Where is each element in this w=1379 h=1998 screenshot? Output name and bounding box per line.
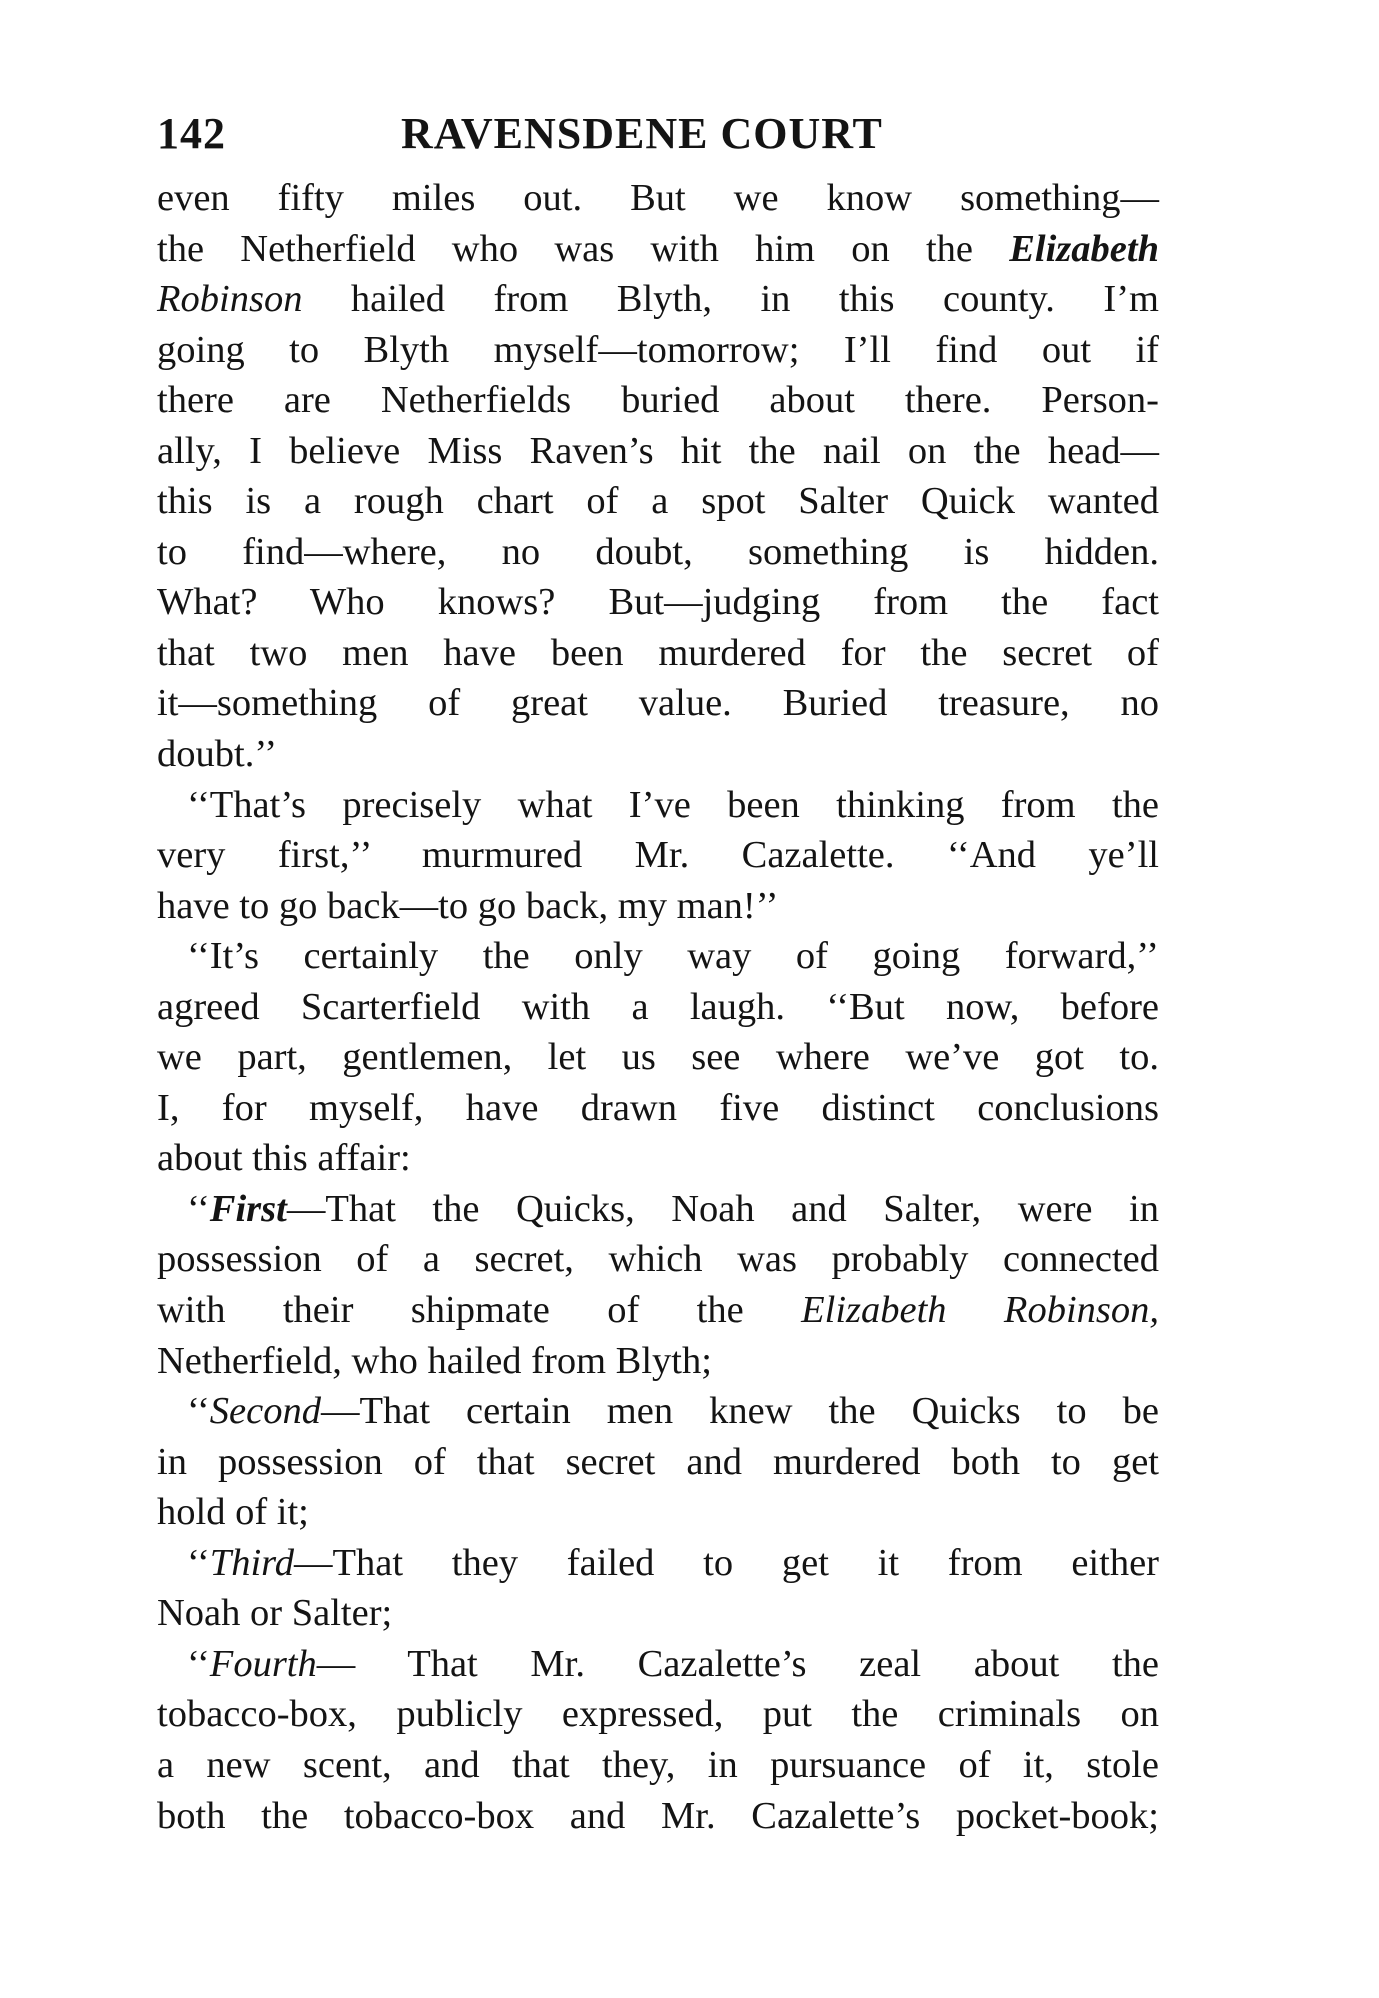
text-line bbox=[157, 1437, 1159, 1488]
body-text bbox=[157, 173, 1159, 1841]
text-line bbox=[157, 1487, 1159, 1538]
line-text: ally, I believe Miss Raven’s hit the nail on the head— bbox=[157, 429, 1159, 472]
emphasis-text: Robinson bbox=[157, 278, 303, 321]
text-line bbox=[157, 173, 1159, 224]
text-line bbox=[157, 1184, 1159, 1235]
line-text: doubt.’’ bbox=[157, 733, 278, 776]
text-line bbox=[157, 1285, 1159, 1336]
line-text: both the tobacco-box and Mr. Cazalette’s pocket-book; bbox=[157, 1794, 1159, 1837]
emphasis-text: Third bbox=[209, 1541, 294, 1584]
page-header bbox=[157, 108, 1159, 168]
text-line bbox=[157, 527, 1159, 578]
text-line bbox=[157, 375, 1159, 426]
emphasis-text: Elizabeth Robinson, bbox=[801, 1289, 1160, 1332]
text-line bbox=[157, 628, 1159, 679]
line-text: ‘‘It’s certainly the only way of going forward,’’ bbox=[187, 935, 1159, 978]
line-text: have to go back—to go back, my man!’’ bbox=[157, 884, 779, 927]
text-line bbox=[157, 1588, 1159, 1639]
text-line bbox=[157, 1689, 1159, 1740]
text-line bbox=[157, 325, 1159, 376]
text-line bbox=[157, 780, 1159, 831]
text-line bbox=[157, 1083, 1159, 1134]
line-text: tobacco-box, publicly expressed, put the criminals on bbox=[157, 1693, 1159, 1736]
line-text: with their shipmate of the bbox=[157, 1289, 802, 1332]
text-line bbox=[157, 678, 1159, 729]
line-text: agreed Scarterfield with a laugh. ‘‘But now, before bbox=[157, 985, 1159, 1028]
text-line bbox=[157, 982, 1159, 1033]
page-number: 142 bbox=[157, 109, 226, 158]
emphasis-text: Second bbox=[209, 1390, 321, 1433]
text-line bbox=[157, 1032, 1159, 1083]
line-text: —That they failed to get it from either bbox=[293, 1541, 1159, 1584]
text-line bbox=[157, 1538, 1159, 1589]
line-text: hailed from Blyth, in this county. I’m bbox=[302, 278, 1159, 321]
text-line bbox=[157, 426, 1159, 477]
text-line bbox=[157, 1386, 1159, 1437]
line-text: this is a rough chart of a spot Salter Quick wanted bbox=[157, 480, 1159, 523]
line-text: ‘‘ bbox=[187, 1187, 210, 1230]
line-text: there are Netherfields buried about there. Person- bbox=[157, 379, 1159, 422]
line-text: ‘‘That’s precisely what I’ve been thinking from the bbox=[187, 783, 1159, 826]
text-line bbox=[157, 1740, 1159, 1791]
text-line bbox=[157, 830, 1159, 881]
text-line bbox=[157, 224, 1159, 275]
text-line bbox=[157, 1133, 1159, 1184]
line-text: in possession of that secret and murdered both to get bbox=[157, 1440, 1159, 1483]
line-text: possession of a secret, which was probably connected bbox=[157, 1238, 1159, 1281]
text-line bbox=[157, 931, 1159, 982]
emphasis-text: Elizabeth bbox=[1009, 227, 1159, 270]
running-title: RAVENSDENE COURT bbox=[401, 109, 883, 158]
text-line bbox=[157, 577, 1159, 628]
line-text: Netherfield, who hailed from Blyth; bbox=[157, 1339, 712, 1382]
line-text: we part, gentlemen, let us see where we’ve got to. bbox=[157, 1036, 1159, 1079]
line-text: very first,’’ murmured Mr. Cazalette. ‘‘And ye’ll bbox=[157, 834, 1159, 877]
text-line bbox=[157, 476, 1159, 527]
line-text: —That the Quicks, Noah and Salter, were in bbox=[286, 1187, 1159, 1230]
line-text: even fifty miles out. But we know something— bbox=[157, 177, 1159, 219]
line-text: it—something of great value. Buried treasure, no bbox=[157, 682, 1159, 725]
line-text: that two men have been murdered for the secret of bbox=[157, 631, 1159, 674]
line-text: ‘‘ bbox=[187, 1390, 210, 1433]
text-line bbox=[157, 1336, 1159, 1387]
line-text: — That Mr. Cazalette’s zeal about the bbox=[316, 1642, 1159, 1685]
emphasis-text: Fourth bbox=[209, 1642, 317, 1685]
line-text: —That certain men knew the Quicks to be bbox=[320, 1390, 1159, 1433]
text-line bbox=[157, 729, 1159, 780]
line-text: going to Blyth myself—tomorrow; I’ll find out if bbox=[157, 328, 1159, 371]
line-text: Noah or Salter; bbox=[157, 1592, 393, 1635]
line-text: What? Who knows? But—judging from the fact bbox=[157, 581, 1159, 624]
line-text: to find—where, no doubt, something is hidden. bbox=[157, 530, 1159, 573]
text-line bbox=[157, 1639, 1159, 1690]
line-text: a new scent, and that they, in pursuance of it, stole bbox=[157, 1743, 1159, 1786]
line-text: the Netherfield who was with him on the bbox=[157, 227, 1010, 270]
line-text: ‘‘ bbox=[187, 1541, 210, 1584]
emphasis-text: First bbox=[209, 1187, 287, 1230]
line-text: I, for myself, have drawn five distinct conclusions bbox=[157, 1086, 1159, 1129]
line-text: ‘‘ bbox=[187, 1642, 210, 1685]
line-text: about this affair: bbox=[157, 1137, 411, 1180]
text-line bbox=[157, 881, 1159, 932]
line-text: hold of it; bbox=[157, 1491, 309, 1534]
text-line bbox=[157, 274, 1159, 325]
text-line bbox=[157, 1791, 1159, 1842]
text-line bbox=[157, 1234, 1159, 1285]
